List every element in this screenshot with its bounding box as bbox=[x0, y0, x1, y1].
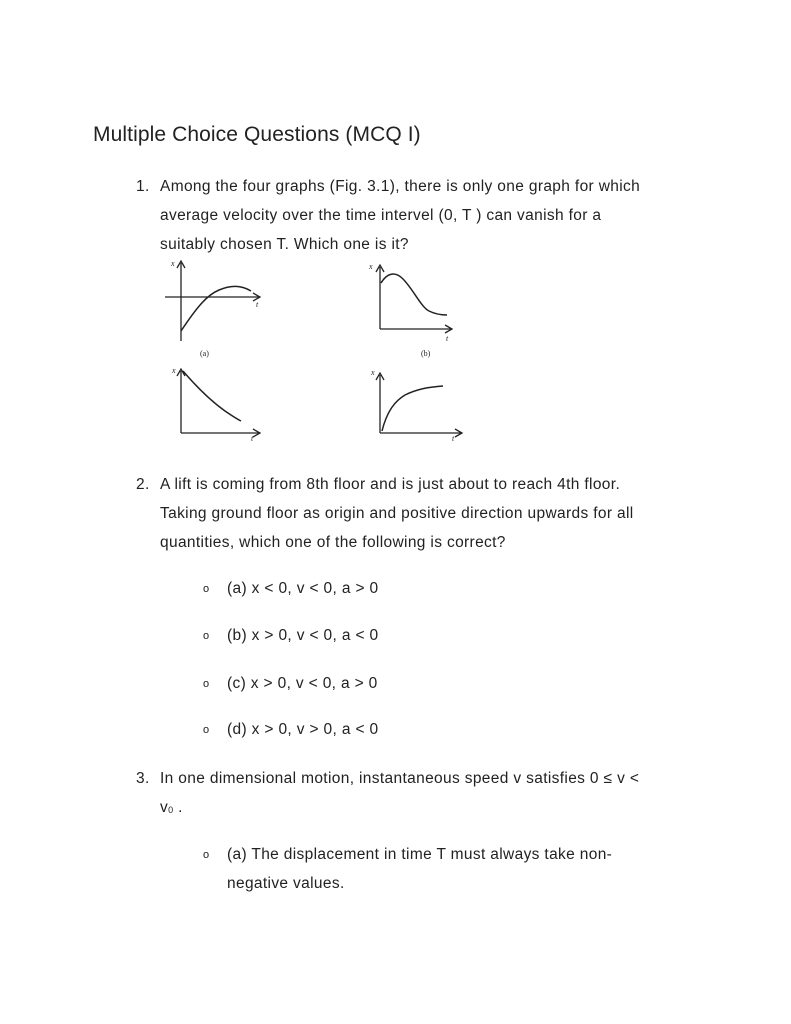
option-3a[interactable] bbox=[203, 840, 667, 898]
graph-c bbox=[177, 369, 260, 437]
graph-d-x-label: x bbox=[371, 368, 375, 377]
graph-b-curve bbox=[381, 274, 447, 315]
v-symbol: v bbox=[160, 799, 169, 816]
graph-a-curve bbox=[181, 286, 251, 331]
question-line: suitably chosen T. Which one is it? bbox=[160, 236, 409, 253]
question-number: 2. bbox=[136, 476, 150, 493]
option-line: negative values. bbox=[227, 875, 345, 892]
question-line: Among the four graphs (Fig. 3.1), there is only one graph for which bbox=[160, 178, 641, 195]
option-2a[interactable] bbox=[203, 574, 667, 604]
question-number: 1. bbox=[136, 178, 150, 195]
question-2 bbox=[136, 470, 634, 557]
option-text: (d) x > 0, v > 0, a < 0 bbox=[227, 721, 379, 738]
option-line: (a) The displacement in time T must always take non- bbox=[227, 846, 613, 863]
bullet-icon: o bbox=[203, 678, 210, 690]
bullet-icon: o bbox=[203, 630, 210, 642]
question-line: In one dimensional motion, instantaneous speed v satisfies 0 ≤ v < bbox=[160, 770, 640, 787]
tail-end: . bbox=[173, 799, 183, 816]
graph-c-curve bbox=[183, 371, 241, 421]
option-text bbox=[227, 840, 667, 898]
option-text: (a) x < 0, v < 0, a > 0 bbox=[227, 580, 379, 597]
question-line-tail bbox=[160, 793, 639, 825]
graph-a-x-label: x bbox=[171, 259, 175, 268]
option-2d[interactable] bbox=[203, 715, 667, 745]
graph-c-t-label: t bbox=[251, 434, 254, 443]
question-3 bbox=[136, 764, 639, 825]
question-text bbox=[160, 470, 634, 557]
question-line: quantities, which one of the following is correct? bbox=[160, 534, 506, 551]
figure-3-1 bbox=[155, 255, 475, 450]
graph-d bbox=[376, 373, 462, 437]
graph-a bbox=[165, 261, 260, 341]
graph-c-x-label: x bbox=[172, 366, 176, 375]
option-2c[interactable] bbox=[203, 669, 667, 699]
graph-b-caption: (b) bbox=[421, 349, 431, 358]
bullet-icon: o bbox=[203, 849, 210, 861]
graph-d-curve bbox=[382, 386, 443, 431]
question-text bbox=[160, 172, 640, 259]
bullet-icon: o bbox=[203, 724, 210, 736]
graph-d-t-label: t bbox=[452, 434, 455, 443]
graph-b bbox=[376, 265, 452, 333]
graph-a-t-label: t bbox=[256, 300, 259, 309]
option-text: (c) x > 0, v < 0, a > 0 bbox=[227, 675, 378, 692]
question-number: 3. bbox=[136, 770, 150, 787]
bullet-icon: o bbox=[203, 583, 210, 595]
graph-b-t-label: t bbox=[446, 334, 449, 343]
question-line: A lift is coming from 8th floor and is just about to reach 4th floor. bbox=[160, 476, 621, 493]
v-subscript: 0 bbox=[168, 805, 174, 815]
question-line: average velocity over the time intervel (0, T ) can vanish for a bbox=[160, 207, 602, 224]
question-1 bbox=[136, 172, 640, 259]
option-2b[interactable] bbox=[203, 621, 667, 651]
option-text: (b) x > 0, v < 0, a < 0 bbox=[227, 627, 379, 644]
graph-a-caption: (a) bbox=[200, 349, 209, 358]
graph-b-x-label: x bbox=[369, 262, 373, 271]
page-title: Multiple Choice Questions (MCQ I) bbox=[93, 123, 421, 146]
question-line: Taking ground floor as origin and positive direction upwards for all bbox=[160, 505, 634, 522]
question-text bbox=[160, 764, 639, 825]
